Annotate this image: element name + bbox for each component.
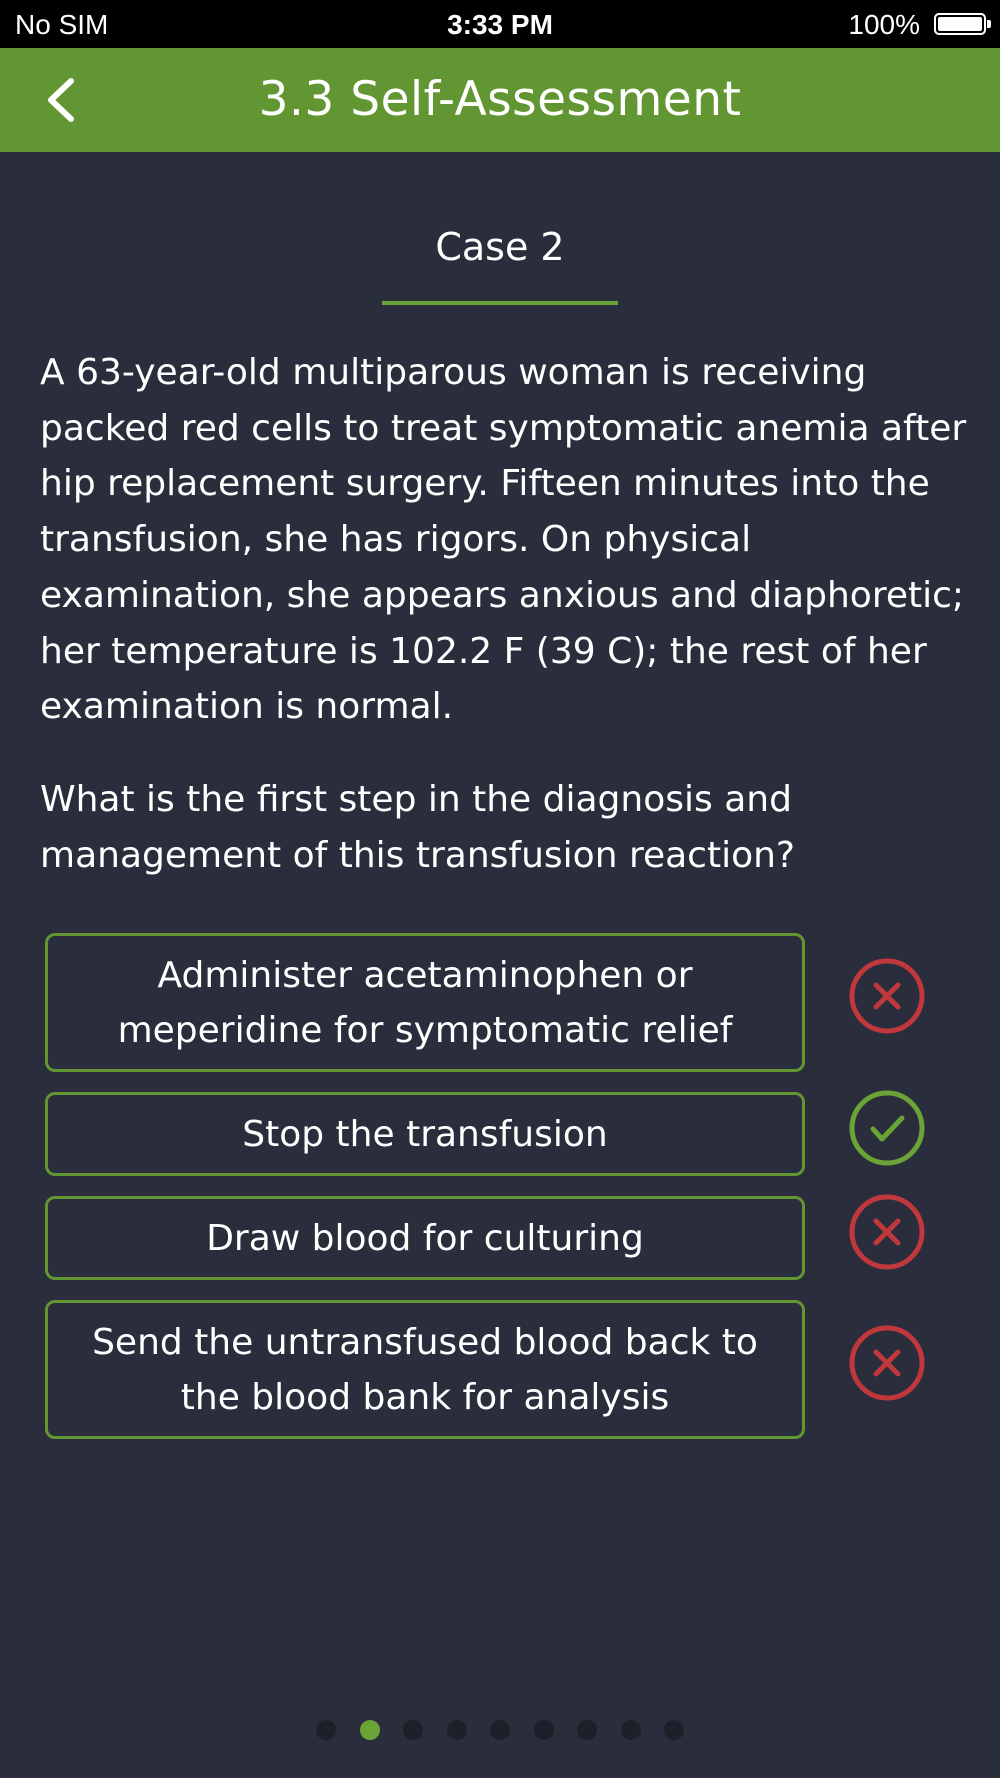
page-dot-active[interactable] [360,1720,380,1740]
correct-icon [848,1089,926,1167]
page-dot[interactable] [490,1720,510,1740]
nav-bar [0,48,1000,152]
incorrect-icon [848,1324,926,1402]
answer-option[interactable] [45,1092,805,1176]
answer-option[interactable] [45,933,805,1072]
answer-label: Send the untransfused blood back to the blood bank for analysis [92,1321,758,1418]
page-dot[interactable] [403,1720,423,1740]
tab-case[interactable] [382,225,618,305]
answer-option[interactable] [45,1300,805,1439]
battery-icon [934,13,986,35]
tab-active-indicator [382,301,618,305]
battery-percentage: 100% [848,9,920,40]
answer-label: Draw blood for culturing [206,1217,644,1259]
answer-option[interactable] [45,1196,805,1280]
case-description: A 63-year-old multiparous woman is receiving packed red cells to treat symptomatic anemia after hip replacement surgery. Fifteen minutes into the transfusion, she has rigors. On physical examination, she appears anxious and diaphoretic; her temperature is 102.2 F (39 C); the rest of her examination is normal. [40,352,967,728]
page-dot[interactable] [534,1720,554,1740]
page-dot[interactable] [664,1720,684,1740]
incorrect-icon [848,957,926,1035]
question-text: What is the first step in the diagnosis and management of this transfusion reaction? [40,779,796,876]
answer-label: Administer acetaminophen or meperidine for symptomatic relief [117,954,733,1051]
incorrect-icon [848,1193,926,1271]
page-dot[interactable] [316,1720,336,1740]
page-dot[interactable] [621,1720,641,1740]
page-dot[interactable] [447,1720,467,1740]
clock: 3:33 PM [447,9,553,40]
page-indicator [0,1720,1000,1742]
carrier-label: No SIM [15,9,109,40]
answer-label: Stop the transfusion [242,1113,608,1155]
page-dot[interactable] [577,1720,597,1740]
page-title: 3.3 Self-Assessment [258,72,742,127]
status-bar [0,0,1000,48]
case-tab-label: Case 2 [435,225,565,269]
